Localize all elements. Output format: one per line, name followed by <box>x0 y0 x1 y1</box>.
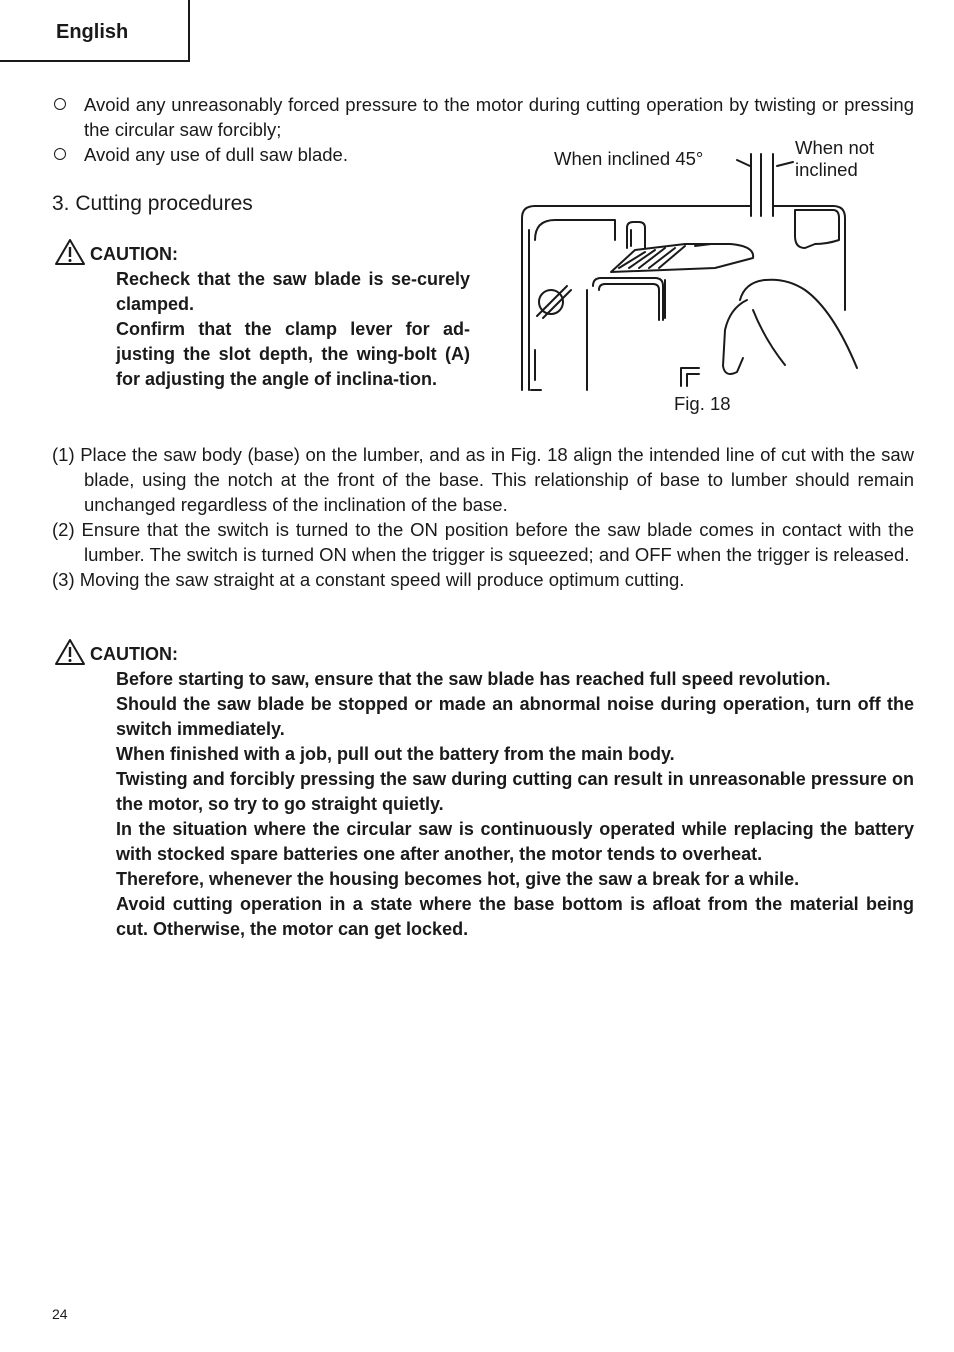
language-tab <box>0 0 190 62</box>
warning-triangle-icon <box>54 638 86 666</box>
step-item <box>52 517 914 567</box>
warning-triangle-icon <box>54 238 86 266</box>
step-text: Ensure that the switch is turned to the ON position before the saw blade comes in contact with the lumber. The switch is turned ON when the trigger is squeezed; and OFF when the trigger is released. <box>81 519 915 565</box>
step-number: (1) <box>52 444 75 465</box>
caution-paragraph: Therefore, whenever the housing becomes hot, give the saw a break for a while. <box>116 869 800 889</box>
section-title: 3. Cutting procedures <box>52 192 253 215</box>
step-item <box>52 567 914 592</box>
caution-heading: CAUTION: <box>90 244 178 264</box>
step-number: (2) <box>52 519 75 540</box>
caution-heading: CAUTION: <box>90 644 178 664</box>
circle-bullet-icon <box>54 148 66 160</box>
caution-paragraph: Before starting to saw, ensure that the saw blade has reached full speed revolution. <box>116 669 831 689</box>
step-text: Moving the saw straight at a constant speed will produce optimum cutting. <box>79 569 685 590</box>
page-number: 24 <box>52 1306 68 1322</box>
figure-caption: Fig. 18 <box>674 393 731 414</box>
figure-18-illustration <box>515 140 865 395</box>
label-when-not-inclined: When not inclined <box>795 137 875 180</box>
caution-text-1: Recheck that the saw blade is se-curely clamped. <box>116 269 470 314</box>
caution-paragraph: In the situation where the circular saw is continuously operated while replacing the battery with stocked spare batteries one after another, the motor tends to overheat. <box>116 819 914 864</box>
caution-paragraph: When finished with a job, pull out the battery from the main body. <box>116 744 675 764</box>
step-number: (3) <box>52 569 75 590</box>
language-label: English <box>56 21 129 43</box>
step-text: Place the saw body (base) on the lumber, and as in Fig. 18 align the intended line of cut with the saw blade, using the notch at the front of the base. This relationship of base to lumber should remain unchanged regardless of the inclination of the base. <box>80 444 915 515</box>
label-when-inclined: When inclined 45° <box>554 148 704 169</box>
caution-paragraph: Should the saw blade be stopped or made an abnormal noise during operation, turn off the switch immediately. <box>116 694 914 739</box>
bullet-item-1: Avoid any unreasonably forced pressure to the motor during cutting operation by twisting or pressing the circular saw forcibly; <box>84 94 914 140</box>
caution-paragraph: Avoid cutting operation in a state where the base bottom is afloat from the material being cut. Otherwise, the motor can get locked. <box>116 894 914 939</box>
step-item <box>52 442 914 517</box>
caution-block <box>116 667 914 942</box>
step-list <box>52 442 914 592</box>
bullet-item-2: Avoid any use of dull saw blade. <box>84 144 348 165</box>
caution-paragraph: Twisting and forcibly pressing the saw during cutting can result in unreasonable pressure on the motor, so try to go straight quietly. <box>116 769 914 814</box>
circle-bullet-icon <box>54 98 66 110</box>
caution-text-2: Confirm that the clamp lever for ad-justing the slot depth, the wing-bolt (A) for adjusting the angle of inclina-tion. <box>116 319 470 389</box>
